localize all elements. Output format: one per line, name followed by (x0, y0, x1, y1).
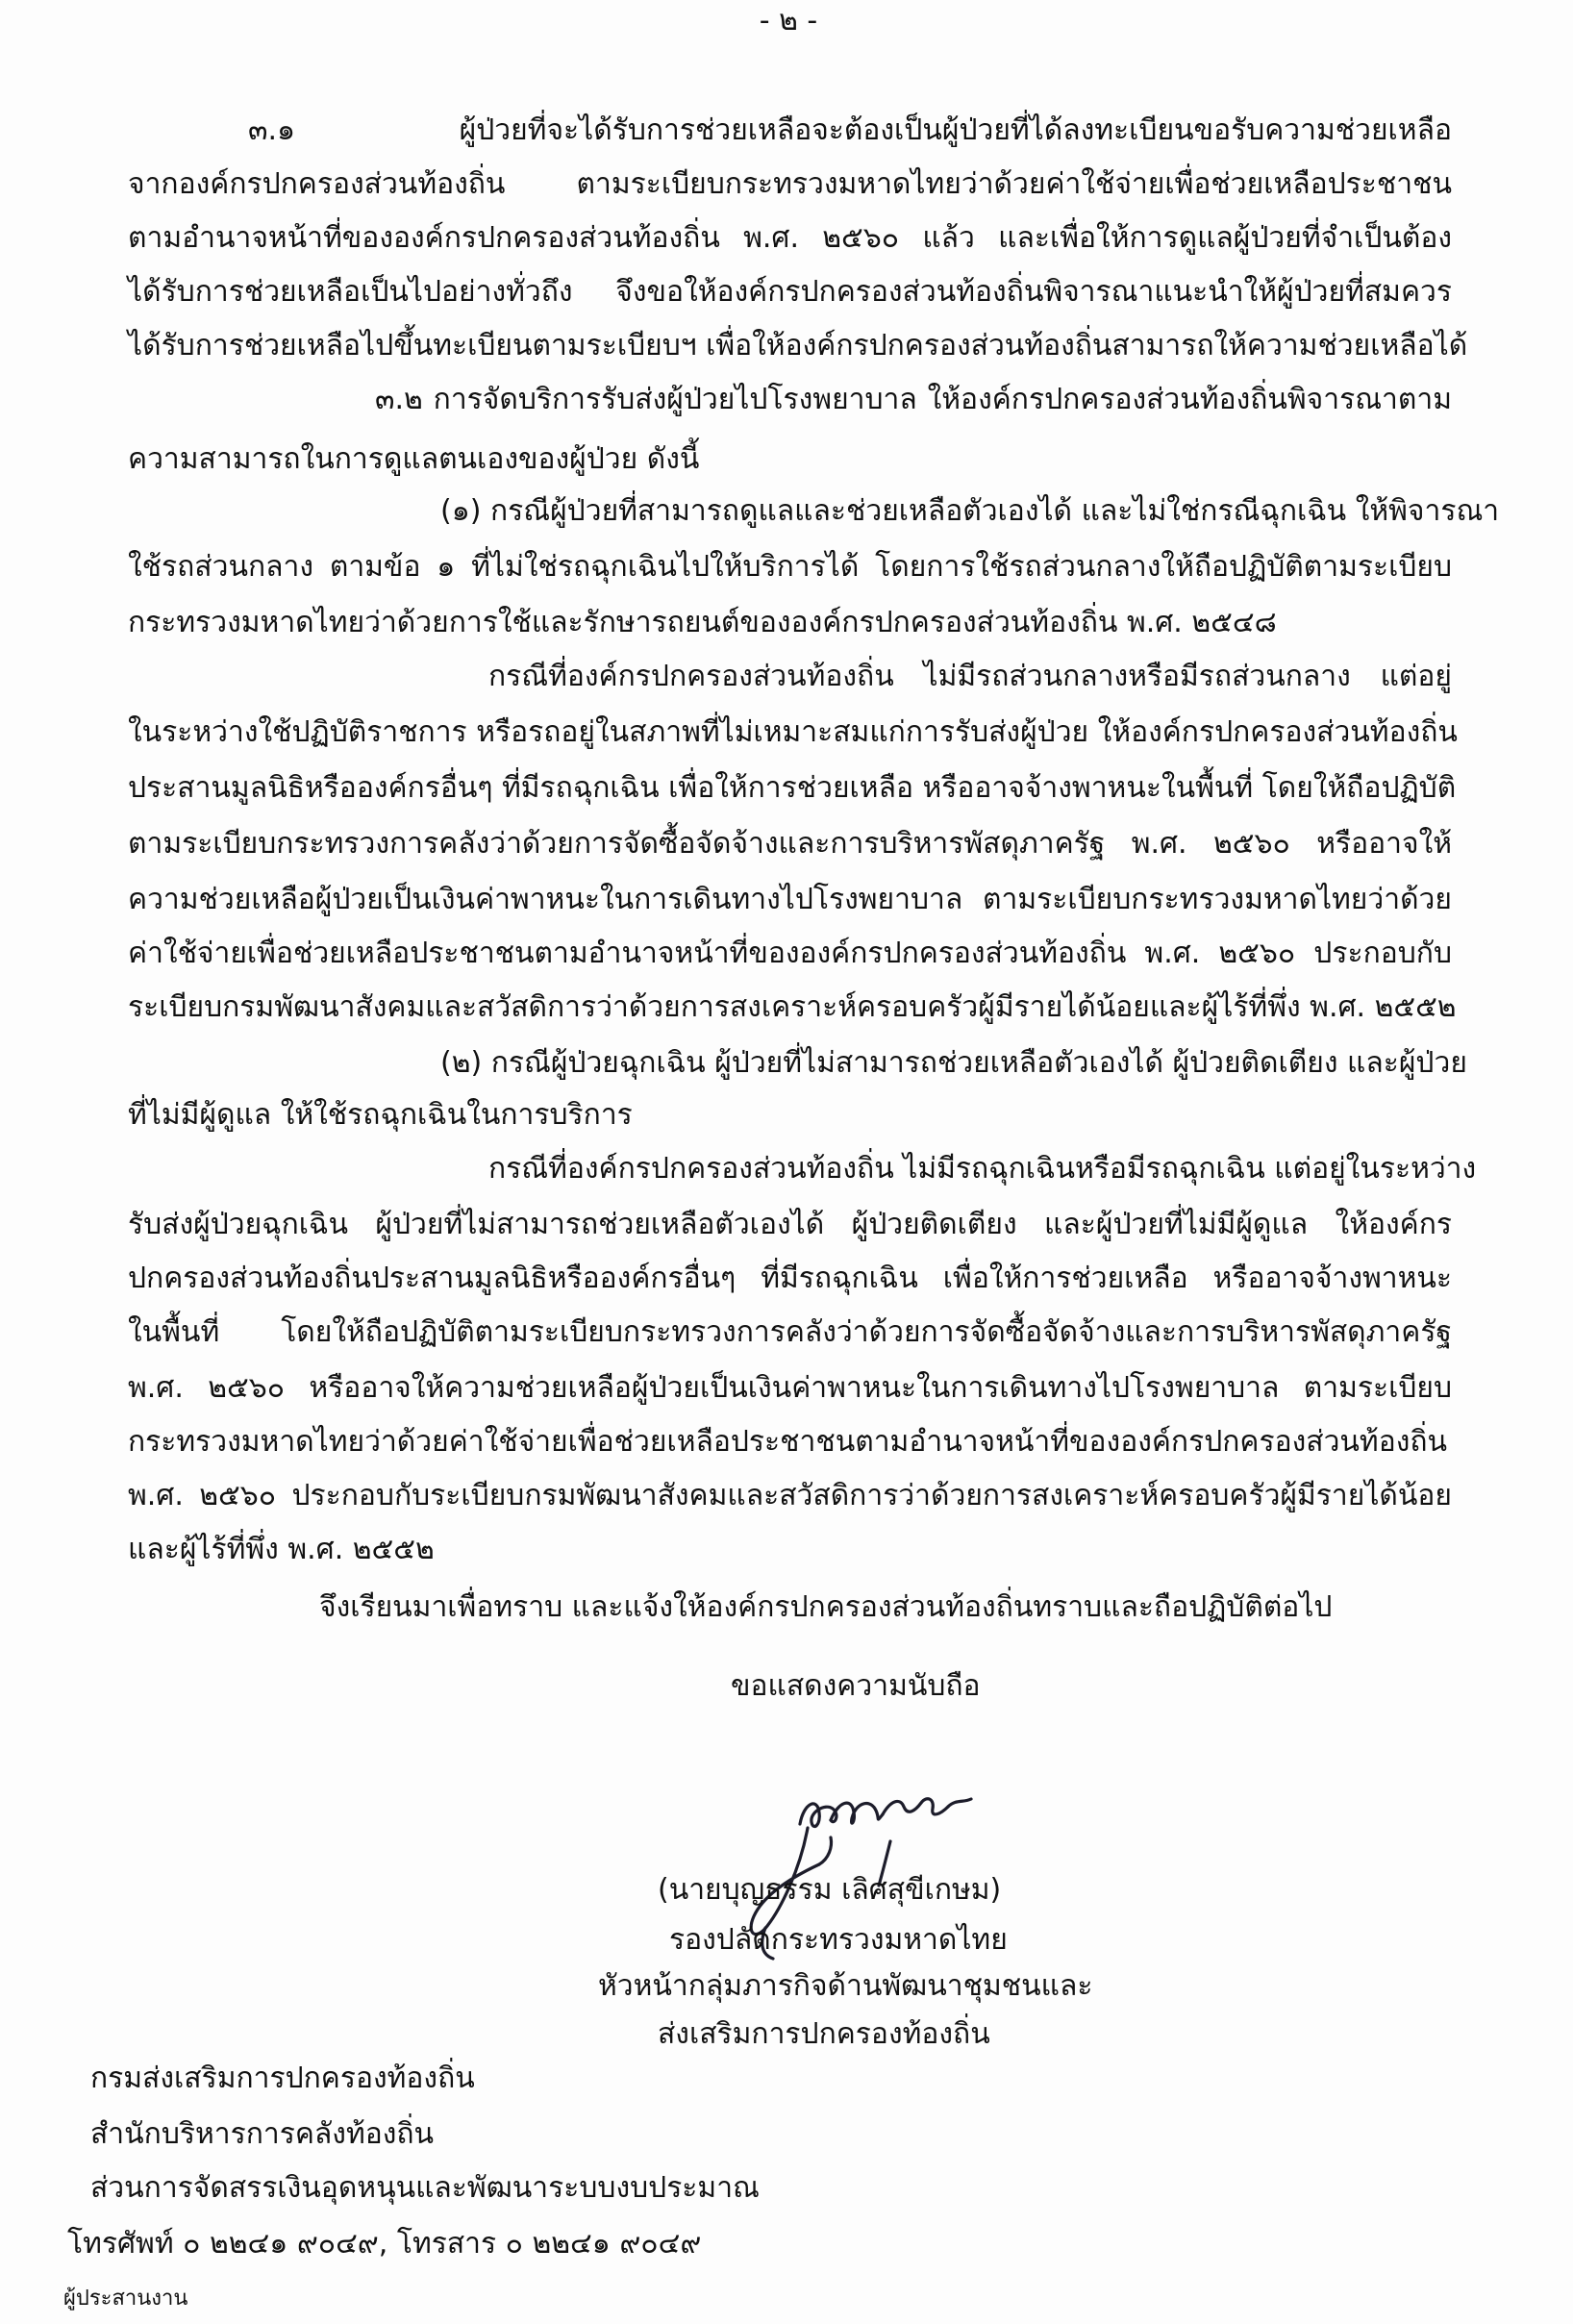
signer-position-3: ส่งเสริมการปกครองท้องถิ่น (658, 2017, 990, 2051)
case-2-alt-line-6: กระทรวงมหาดไทยว่าด้วยค่าใช้จ่ายเพื่อช่วยเหลือประชาชนตามอำนาจหน้าที่ขององค์กรปกครองส่วนท้องถิ่น (128, 1425, 1448, 1459)
page-number: - ๒ - (759, 4, 818, 37)
case-1-alt-line-6: ค่าใช้จ่ายเพื่อช่วยเหลือประชาชนตามอำนาจหน้าที่ขององค์กรปกครองส่วนท้องถิ่น พ.ศ. ๒๕๖๐ ประกอบกับ (128, 937, 1452, 970)
sender-phone-fax: โทรศัพท์ ๐ ๒๒๔๑ ๙๐๔๙, โทรสาร ๐ ๒๒๔๑ ๙๐๔๙ (67, 2227, 702, 2261)
case-2-alt-line-7: พ.ศ. ๒๕๖๐ ประกอบกับระเบียบกรมพัฒนาสังคมและสวัสดิการว่าด้วยการสงเคราะห์ครอบครัวผู้มีรายได้น้อย (128, 1479, 1452, 1512)
signer-position-1: รองปลัดกระทรวงมหาดไทย (669, 1923, 1008, 1957)
case-2-line-1: (๒) กรณีผู้ป่วยฉุกเฉิน ผู้ป่วยที่ไม่สามารถช่วยเหลือตัวเองได้ ผู้ป่วยติดเตียง และผู้ป่วย (440, 1046, 1467, 1080)
case-2-alt-line-4: ในพื้นที่ โดยให้ถือปฏิบัติตามระเบียบกระทรวงการคลังว่าด้วยการจัดซื้อจัดจ้างและการบริหารพัสดุภาครัฐ (128, 1315, 1452, 1349)
case-1-line-2: ใช้รถส่วนกลาง ตามข้อ ๑ ที่ไม่ใช่รถฉุกเฉินไปให้บริการได้ โดยการใช้รถส่วนกลางให้ถือปฏิบัติตามระเบียบ (128, 550, 1452, 584)
paragraph-3-1-line-4: ได้รับการช่วยเหลือเป็นไปอย่างทั่วถึง จึงขอให้องค์กรปกครองส่วนท้องถิ่นพิจารณาแนะนำให้ผู้ป่วยที่สมควร (128, 275, 1452, 309)
signer-position-2: หัวหน้ากลุ่มภารกิจด้านพัฒนาชุมชนและ (598, 1969, 1093, 2003)
case-2-alt-line-8: และผู้ไร้ที่พึ่ง พ.ศ. ๒๕๕๒ (128, 1533, 435, 1566)
case-1-alt-line-5: ความช่วยเหลือผู้ป่วยเป็นเงินค่าพาหนะในการเดินทางไปโรงพยาบาล ตามระเบียบกระทรวงมหาดไทยว่าด้วย (128, 883, 1452, 916)
signer-name: (นายบุญธรรม เลิศสุขีเกษม) (658, 1873, 1002, 1907)
sender-department: กรมส่งเสริมการปกครองท้องถิ่น (90, 2062, 475, 2095)
case-1-alt-line-1: กรณีที่องค์กรปกครองส่วนท้องถิ่น ไม่มีรถส่วนกลางหรือมีรถส่วนกลาง แต่อยู่ (488, 660, 1452, 693)
case-1-line-3: กระทรวงมหาดไทยว่าด้วยการใช้และรักษารถยนต์ขององค์กรปกครองส่วนท้องถิ่น พ.ศ. ๒๕๔๘ (128, 606, 1277, 639)
case-2-alt-line-3: ปกครองส่วนท้องถิ่นประสานมูลนิธิหรือองค์กรอื่นๆ ที่มีรถฉุกเฉิน เพื่อให้การช่วยเหลือ หรืออาจจ้างพาหนะ (128, 1262, 1452, 1295)
case-2-alt-line-1: กรณีที่องค์กรปกครองส่วนท้องถิ่น ไม่มีรถฉุกเฉินหรือมีรถฉุกเฉิน แต่อยู่ในระหว่าง (488, 1152, 1477, 1186)
paragraph-3-1-line-3: ตามอำนาจหน้าที่ขององค์กรปกครองส่วนท้องถิ่น พ.ศ. ๒๕๖๐ แล้ว และเพื่อให้การดูแลผู้ป่วยที่จำเป็นต้อง (128, 221, 1452, 255)
case-1-alt-line-7: ระเบียบกรมพัฒนาสังคมและสวัสดิการว่าด้วยการสงเคราะห์ครอบครัวผู้มีรายได้น้อยและผู้ไร้ที่พึ่ง พ.ศ. ๒๕๕๒ (128, 990, 1457, 1024)
paragraph-3-2-line-1: ๓.๒ การจัดบริการรับส่งผู้ป่วยไปโรงพยาบาล ให้องค์กรปกครองส่วนท้องถิ่นพิจารณาตาม (375, 383, 1452, 416)
case-2-alt-line-5: พ.ศ. ๒๕๖๐ หรืออาจให้ความช่วยเหลือผู้ป่วยเป็นเงินค่าพาหนะในการเดินทางไปโรงพยาบาล ตามระเบียบ (128, 1371, 1452, 1405)
sender-office: สำนักบริหารการคลังท้องถิ่น (90, 2117, 435, 2151)
case-1-line-1: (๑) กรณีผู้ป่วยที่สามารถดูแลและช่วยเหลือตัวเองได้ และไม่ใช่กรณีฉุกเฉิน ให้พิจารณา (440, 494, 1500, 528)
case-2-alt-line-2: รับส่งผู้ป่วยฉุกเฉิน ผู้ป่วยที่ไม่สามารถช่วยเหลือตัวเองได้ ผู้ป่วยติดเตียง และผู้ป่วยที่ไม่มีผู้ดูแล ให้องค์กร (128, 1208, 1452, 1241)
paragraph-3-2-line-2: ความสามารถในการดูแลตนเองของผู้ป่วย ดังนี้ (128, 442, 700, 476)
case-1-alt-line-3: ประสานมูลนิธิหรือองค์กรอื่นๆ ที่มีรถฉุกเฉิน เพื่อให้การช่วยเหลือ หรืออาจจ้างพาหนะในพื้นที่ โดยให้ถือปฏิบัติ (128, 771, 1457, 805)
sender-division: ส่วนการจัดสรรเงินอุดหนุนและพัฒนาระบบงบประมาณ (90, 2171, 760, 2205)
regards-line: ขอแสดงความนับถือ (731, 1669, 981, 1703)
paragraph-3-1-line-2: จากองค์กรปกครองส่วนท้องถิ่น ตามระเบียบกระทรวงมหาดไทยว่าด้วยค่าใช้จ่ายเพื่อช่วยเหลือประชาชน (128, 167, 1452, 201)
case-2-line-2: ที่ไม่มีผู้ดูแล ให้ใช้รถฉุกเฉินในการบริการ (128, 1098, 633, 1132)
closing-statement: จึงเรียนมาเพื่อทราบ และแจ้งให้องค์กรปกครองส่วนท้องถิ่นทราบและถือปฏิบัติต่อไป (319, 1590, 1333, 1624)
sender-coordinator: ผู้ประสานงาน (63, 2287, 188, 2311)
case-1-alt-line-2: ในระหว่างใช้ปฏิบัติราชการ หรือรถอยู่ในสภาพที่ไม่เหมาะสมแก่การรับส่งผู้ป่วย ให้องค์กรปกครองส่วนท้องถิ่น (128, 715, 1458, 749)
case-1-alt-line-4: ตามระเบียบกระทรวงการคลังว่าด้วยการจัดซื้อจัดจ้างและการบริหารพัสดุภาครัฐ พ.ศ. ๒๕๖๐ หรืออาจให้ (128, 827, 1452, 861)
paragraph-3-1-line-1: ๓.๑ ผู้ป่วยที่จะได้รับการช่วยเหลือจะต้องเป็นผู้ป่วยที่ได้ลงทะเบียนขอรับความช่วยเหลือ (248, 113, 1452, 147)
paragraph-3-1-line-5: ได้รับการช่วยเหลือไปขึ้นทะเบียนตามระเบียบฯ เพื่อให้องค์กรปกครองส่วนท้องถิ่นสามารถให้ความช่วยเหลือได้ (128, 329, 1468, 362)
